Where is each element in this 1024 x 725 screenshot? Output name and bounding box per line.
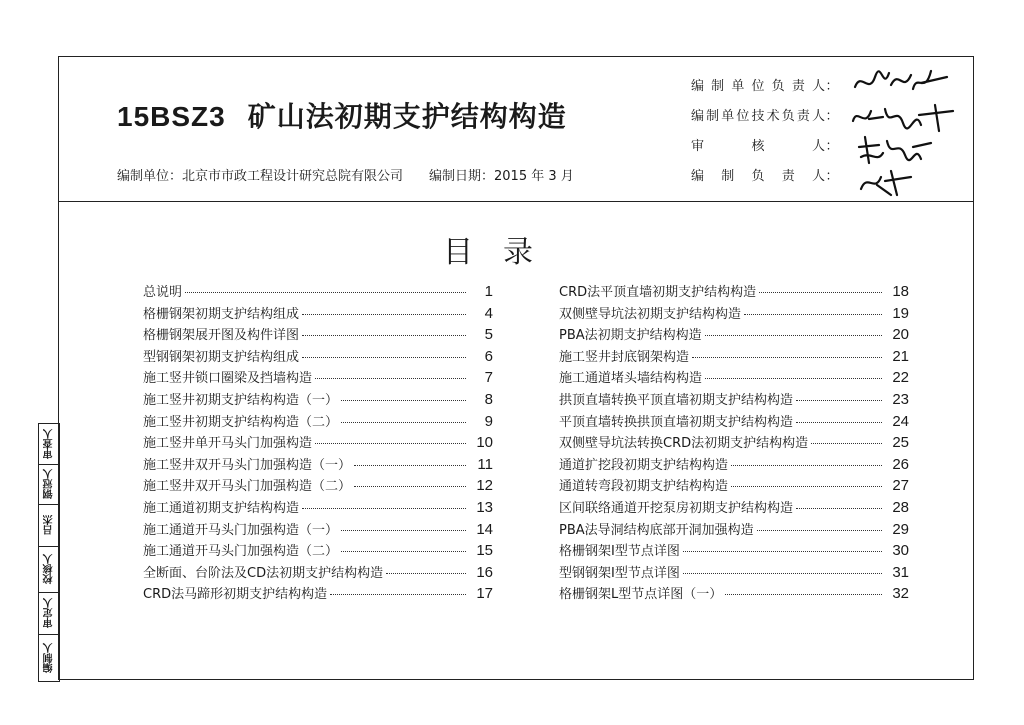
atlas-title: 矿山法初期支护结构构造 bbox=[247, 100, 567, 133]
toc-entry[interactable]: 施工竖井初期支护结构构造（二） 9 bbox=[143, 412, 493, 430]
toc-column-right bbox=[559, 281, 909, 605]
toc-entry[interactable]: 施工竖井锁口圈梁及挡墙构造 7 bbox=[143, 369, 493, 387]
signature-4 bbox=[857, 165, 917, 199]
role-label: 编制单位负责人 bbox=[691, 79, 825, 94]
document-title bbox=[117, 95, 567, 135]
strip-cell: 编制人 bbox=[43, 642, 55, 673]
toc-entry[interactable]: PBA法导洞结构底部开洞加强构造 29 bbox=[559, 520, 909, 538]
toc-column-left bbox=[143, 281, 493, 605]
meta-line bbox=[117, 165, 574, 184]
toc-entry[interactable]: 格栅钢架初期支护结构组成 4 bbox=[143, 304, 493, 322]
toc-entry[interactable]: 总说明 1 bbox=[143, 283, 493, 300]
role-label: 编制负责人 bbox=[691, 169, 825, 184]
drawing-sheet bbox=[58, 56, 974, 680]
strip-cell: 校核人 bbox=[39, 546, 59, 593]
toc-entry[interactable]: 型钢钢架初期支护结构组成 6 bbox=[143, 347, 493, 365]
toc-entry[interactable]: 施工通道开马头门加强构造（二） 15 bbox=[143, 542, 493, 560]
signature-1 bbox=[851, 65, 951, 101]
role-row: 编制负责人： bbox=[691, 165, 839, 191]
toc-entry[interactable]: 通道转弯段初期支护结构构造 27 bbox=[559, 477, 909, 495]
toc-entry[interactable]: 施工竖井单开马头门加强构造 10 bbox=[143, 434, 493, 452]
role-row: 编制单位负责人： bbox=[691, 75, 839, 101]
toc-entry[interactable]: 施工通道初期支护结构构造 13 bbox=[143, 498, 493, 516]
toc-entry[interactable]: 施工竖井初期支护结构构造（一） 8 bbox=[143, 390, 493, 408]
role-label: 审核人 bbox=[691, 139, 825, 154]
toc-entry[interactable]: 格栅钢架展开图及构件详图 5 bbox=[143, 326, 493, 344]
toc-entry[interactable]: 格栅钢架L型节点详图（一） 32 bbox=[559, 585, 909, 603]
toc-entry[interactable]: 型钢钢架Ⅰ型节点详图 31 bbox=[559, 563, 909, 581]
binding-strip bbox=[38, 423, 60, 682]
role-row: 审核人： bbox=[691, 135, 839, 161]
atlas-code: 15BSZ3 bbox=[117, 101, 226, 132]
toc-entry[interactable]: 平顶直墙转换拱顶直墙初期支护结构构造 24 bbox=[559, 412, 909, 430]
strip-cell: 吕杰 bbox=[39, 504, 59, 547]
toc-entry[interactable]: 格栅钢架Ⅰ型节点详图 30 bbox=[559, 542, 909, 560]
toc-entry[interactable]: 施工竖井双开马头门加强构造（二） 12 bbox=[143, 477, 493, 495]
toc-entry[interactable]: CRD法马蹄形初期支护结构构造 17 bbox=[143, 585, 493, 603]
toc-entry[interactable]: 拱顶直墙转换平顶直墙初期支护结构构造 23 bbox=[559, 390, 909, 408]
compile-date: 编制日期：2015 年 3 月 bbox=[429, 169, 574, 184]
toc-heading: 目 录 bbox=[443, 235, 533, 270]
toc-entry[interactable]: 通道扩挖段初期支护结构构造 26 bbox=[559, 455, 909, 473]
strip-cell: 审查人 bbox=[39, 424, 59, 465]
toc-entry[interactable]: PBA法初期支护结构构造 20 bbox=[559, 326, 909, 344]
toc-entry[interactable]: 施工竖井封底钢架构造 21 bbox=[559, 347, 909, 365]
toc-entry[interactable]: 双侧壁导坑法转换CRD法初期支护结构构造 25 bbox=[559, 434, 909, 452]
toc-entry[interactable]: 施工通道开马头门加强构造（一） 14 bbox=[143, 520, 493, 538]
role-row: 编制单位技术负责人： bbox=[691, 105, 839, 131]
toc-entry[interactable]: 施工通道堵头墙结构构造 22 bbox=[559, 369, 909, 387]
toc-entry[interactable]: 双侧壁导坑法初期支护结构构造 19 bbox=[559, 304, 909, 322]
organization: 编制单位：北京市市政工程设计研究总院有限公司 bbox=[117, 169, 404, 184]
toc-entry[interactable]: 施工竖井双开马头门加强构造（一） 11 bbox=[143, 455, 493, 473]
signature-3 bbox=[855, 133, 935, 167]
toc-entry[interactable]: 区间联络通道开挖泵房初期支护结构构造 28 bbox=[559, 498, 909, 516]
toc-entry[interactable]: 全断面、台阶法及CD法初期支护结构构造 16 bbox=[143, 563, 493, 581]
role-label: 编制单位技术负责人 bbox=[691, 109, 825, 124]
strip-cell: 钢冠人 bbox=[39, 464, 59, 505]
toc-entry[interactable]: CRD法平顶直墙初期支护结构构造 18 bbox=[559, 283, 909, 300]
signature-2 bbox=[849, 101, 959, 135]
title-block bbox=[59, 57, 973, 202]
strip-cell: 审定人 bbox=[39, 592, 59, 635]
